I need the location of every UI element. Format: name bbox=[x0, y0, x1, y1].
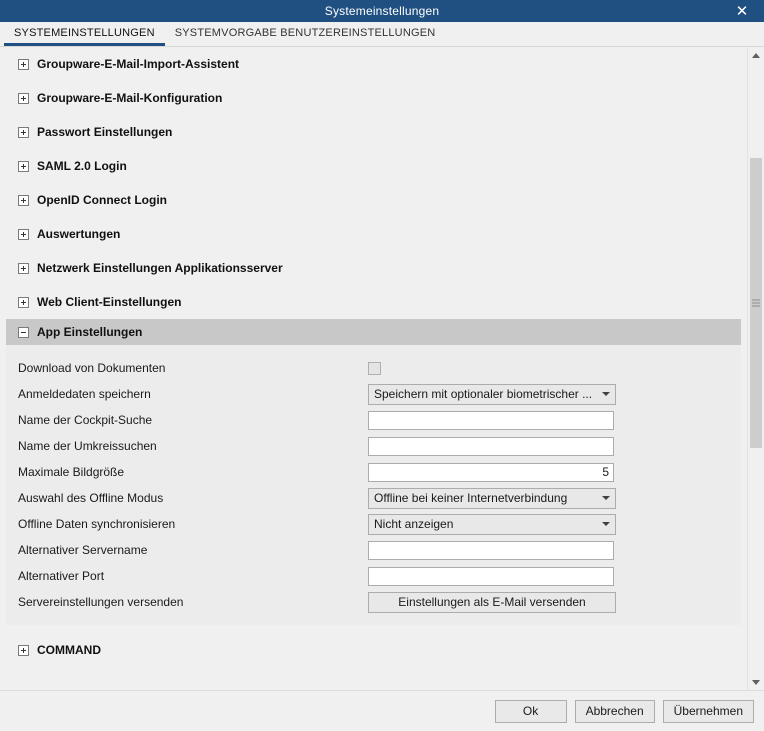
field-label: Alternativer Servername bbox=[18, 543, 148, 557]
einstellungen-als-email-versenden-button[interactable]: Einstellungen als E-Mail versenden bbox=[368, 592, 616, 613]
chevron-down-icon bbox=[597, 385, 615, 404]
offline-daten-synchronisieren-select[interactable] bbox=[368, 514, 616, 535]
field-label: Maximale Bildgröße bbox=[18, 465, 125, 479]
chevron-down-icon bbox=[597, 515, 615, 534]
section-label: Groupware-E-Mail-Import-Assistent bbox=[37, 57, 240, 71]
anmeldedaten-speichern-select[interactable] bbox=[368, 384, 616, 405]
section-netzwerk-einstellungen-applikationsserver[interactable] bbox=[0, 251, 747, 285]
tab-bar bbox=[0, 22, 764, 47]
field-label: Servereinstellungen versenden bbox=[18, 595, 184, 609]
collapse-icon[interactable] bbox=[18, 327, 29, 338]
title-bar bbox=[0, 0, 764, 22]
combo-value: Speichern mit optionaler biometrischer ... bbox=[374, 387, 593, 401]
field-alternativer-port bbox=[6, 563, 741, 589]
field-label: Offline Daten synchronisieren bbox=[18, 517, 176, 531]
expand-icon[interactable] bbox=[18, 297, 29, 308]
section-label: App Einstellungen bbox=[37, 325, 143, 339]
download-von-dokumenten-checkbox[interactable] bbox=[368, 362, 381, 375]
section-label: Groupware-E-Mail-Konfiguration bbox=[37, 91, 223, 105]
section-label: Auswertungen bbox=[37, 227, 121, 241]
field-auswahl-des-offline-modus bbox=[6, 485, 741, 511]
section-openid-connect-login[interactable] bbox=[0, 183, 747, 217]
auswahl-des-offline-modus-select[interactable] bbox=[368, 488, 616, 509]
field-name-der-umkreissuchen bbox=[6, 433, 741, 459]
expand-icon[interactable] bbox=[18, 93, 29, 104]
section-web-client-einstellungen[interactable] bbox=[0, 285, 747, 319]
scroll-up-button[interactable] bbox=[748, 47, 764, 63]
field-label: Alternativer Port bbox=[18, 569, 105, 583]
section-label: Web Client-Einstellungen bbox=[37, 295, 182, 309]
chevron-down-icon bbox=[752, 680, 760, 685]
scroll-down-button[interactable] bbox=[748, 674, 764, 690]
field-download-von-dokumenten bbox=[6, 355, 741, 381]
field-maximale-bildgroesse bbox=[6, 459, 741, 485]
scrollbar-track[interactable] bbox=[748, 63, 764, 674]
field-label: Name der Cockpit-Suche bbox=[18, 413, 153, 427]
maximale-bildgroesse-input[interactable] bbox=[368, 463, 614, 482]
tab-systemeinstellungen[interactable]: SYSTEMEINSTELLUNGEN bbox=[4, 24, 165, 46]
section-saml-login[interactable] bbox=[0, 149, 747, 183]
content-area bbox=[0, 47, 764, 690]
alternativer-servername-input[interactable] bbox=[368, 541, 614, 560]
section-label: COMMAND bbox=[37, 643, 101, 657]
tab-systemvorgabe-benutzereinstellungen[interactable]: SYSTEMVORGABE BENUTZEREINSTELLUNGEN bbox=[174, 27, 436, 39]
apply-button[interactable]: Übernehmen bbox=[663, 700, 754, 723]
expand-icon[interactable] bbox=[18, 161, 29, 172]
combo-value: Nicht anzeigen bbox=[374, 517, 454, 531]
field-label: Auswahl des Offline Modus bbox=[18, 491, 164, 505]
settings-list bbox=[0, 47, 747, 690]
name-der-umkreissuchen-input[interactable] bbox=[368, 437, 614, 456]
section-label: OpenID Connect Login bbox=[37, 193, 167, 207]
section-command[interactable] bbox=[0, 633, 747, 667]
field-anmeldedaten-speichern bbox=[6, 381, 741, 407]
expand-icon[interactable] bbox=[18, 229, 29, 240]
field-offline-daten-synchronisieren bbox=[6, 511, 741, 537]
expand-icon[interactable] bbox=[18, 59, 29, 70]
field-label: Name der Umkreissuchen bbox=[18, 439, 157, 453]
field-servereinstellungen-versenden bbox=[6, 589, 741, 615]
close-icon[interactable]: ✕ bbox=[735, 2, 749, 20]
field-label: Download von Dokumenten bbox=[18, 361, 166, 375]
field-alternativer-servername bbox=[6, 537, 741, 563]
section-passwort-einstellungen[interactable] bbox=[0, 115, 747, 149]
app-einstellungen-panel bbox=[6, 345, 741, 625]
expand-icon[interactable] bbox=[18, 127, 29, 138]
scrollbar-grip bbox=[752, 300, 760, 307]
alternativer-port-input[interactable] bbox=[368, 567, 614, 586]
chevron-down-icon bbox=[597, 489, 615, 508]
expand-icon[interactable] bbox=[18, 263, 29, 274]
section-groupware-email-konfiguration[interactable] bbox=[0, 81, 747, 115]
section-auswertungen[interactable] bbox=[0, 217, 747, 251]
combo-value: Offline bei keiner Internetverbindung bbox=[374, 491, 568, 505]
cancel-button[interactable]: Abbrechen bbox=[575, 700, 655, 723]
window-title: Systemeinstellungen bbox=[324, 4, 440, 18]
field-name-der-cockpit-suche bbox=[6, 407, 741, 433]
chevron-up-icon bbox=[752, 53, 760, 58]
dialog-footer bbox=[0, 690, 764, 731]
ok-button[interactable]: Ok bbox=[495, 700, 567, 723]
expand-icon[interactable] bbox=[18, 645, 29, 656]
field-label: Anmeldedaten speichern bbox=[18, 387, 151, 401]
section-groupware-email-import-assistent[interactable] bbox=[0, 47, 747, 81]
section-label: Netzwerk Einstellungen Applikationsserver bbox=[37, 261, 283, 275]
expand-icon[interactable] bbox=[18, 195, 29, 206]
section-app-einstellungen[interactable] bbox=[6, 319, 741, 345]
name-der-cockpit-suche-input[interactable] bbox=[368, 411, 614, 430]
scrollbar-thumb[interactable] bbox=[750, 158, 762, 448]
vertical-scrollbar[interactable] bbox=[747, 47, 764, 690]
section-label: SAML 2.0 Login bbox=[37, 159, 127, 173]
section-label: Passwort Einstellungen bbox=[37, 125, 173, 139]
